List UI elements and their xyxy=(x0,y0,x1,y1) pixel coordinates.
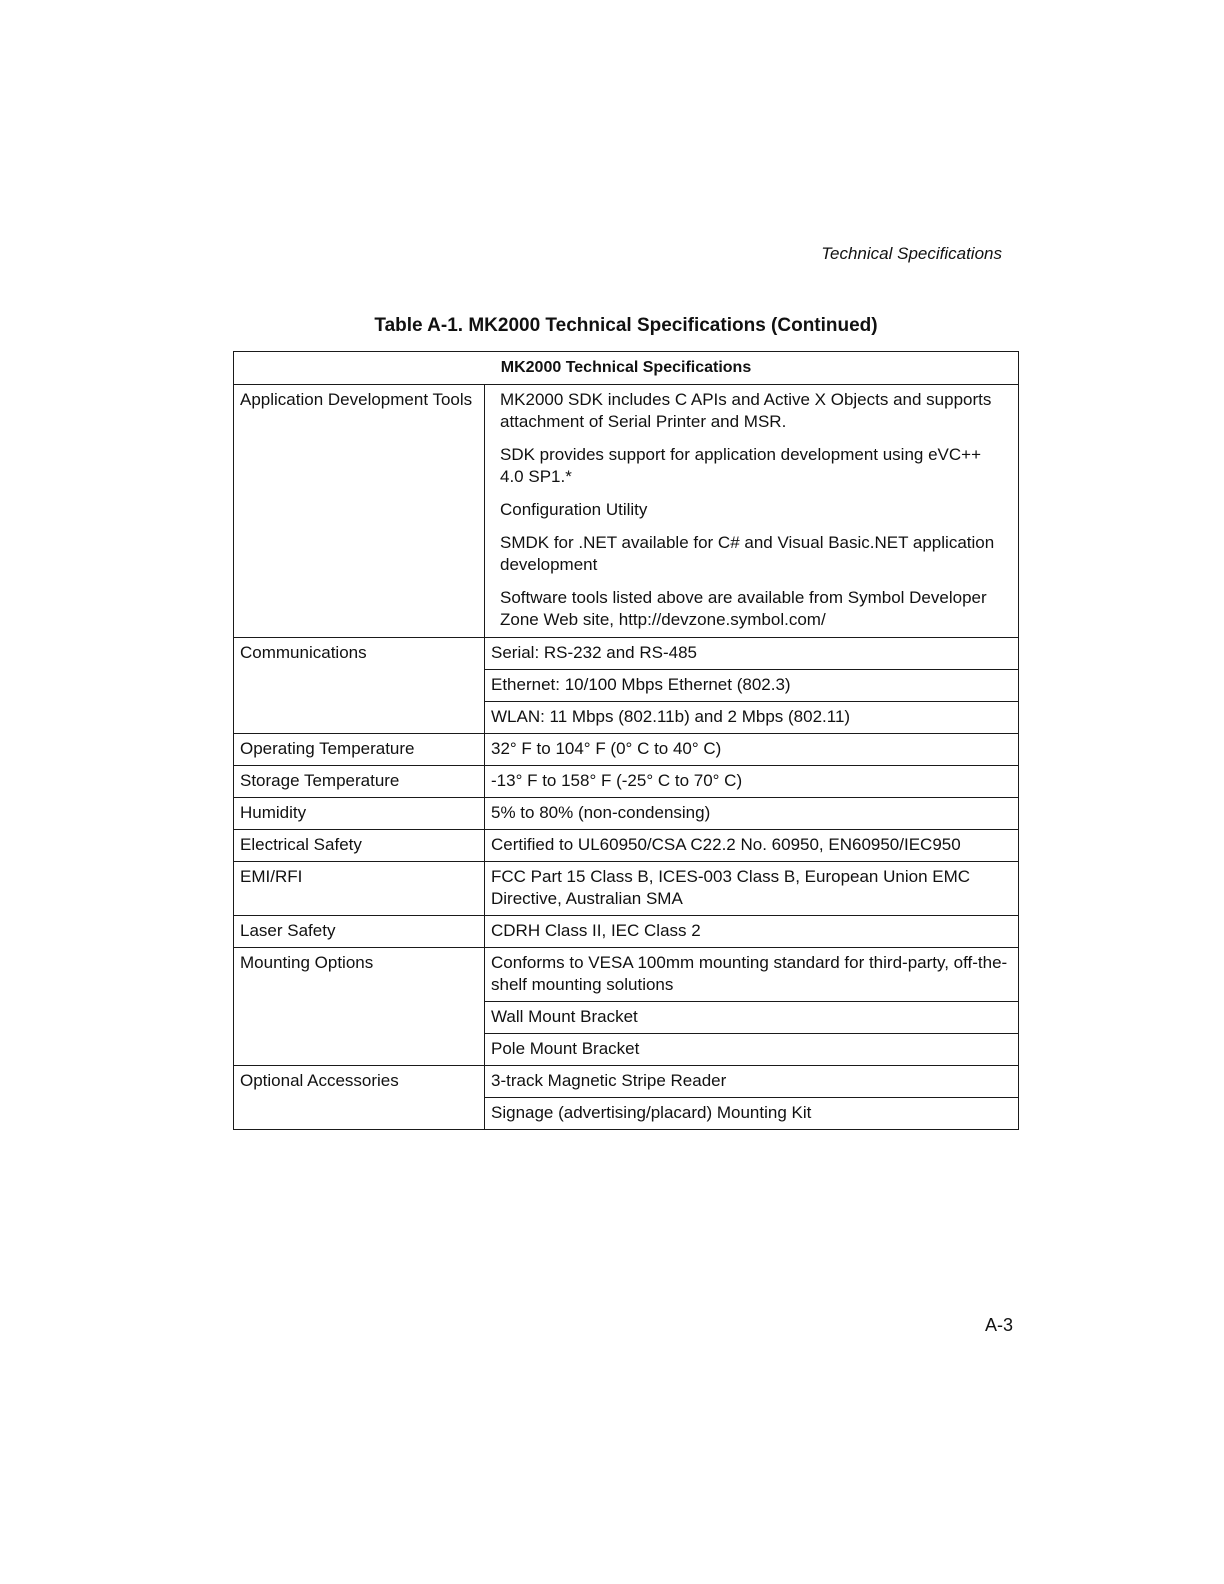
table-caption: Table A-1. MK2000 Technical Specifications (Continued) xyxy=(374,315,878,336)
value-cell: 3-track Magnetic Stripe Reader xyxy=(485,1066,1019,1098)
value-cell: FCC Part 15 Class B, ICES-003 Class B, European Union EMC Directive, Australian SMA xyxy=(485,862,1019,916)
table-row xyxy=(234,830,1019,862)
table-row xyxy=(234,916,1019,948)
value-cell: WLAN: 11 Mbps (802.11b) and 2 Mbps (802.11) xyxy=(485,702,1019,734)
feature-cell: Humidity xyxy=(234,798,485,830)
table-row xyxy=(234,766,1019,798)
value-cell: -13° F to 158° F (-25° C to 70° C) xyxy=(485,766,1019,798)
table-row xyxy=(234,1066,1019,1098)
value-cell: Conforms to VESA 100mm mounting standard for third-party, off-the-shelf mounting solutions xyxy=(485,948,1019,1002)
value-paragraph: SMDK for .NET available for C# and Visual Basic.NET application development xyxy=(500,533,995,574)
feature-cell: Communications xyxy=(234,638,485,734)
feature-cell: EMI/RFI xyxy=(234,862,485,916)
specifications-table xyxy=(233,351,1019,1130)
page-number: A-3 xyxy=(984,1315,1013,1335)
feature-cell: Application Development Tools xyxy=(234,385,485,638)
value-cell: Signage (advertising/placard) Mounting Kit xyxy=(485,1098,1019,1130)
feature-cell: Optional Accessories xyxy=(234,1066,485,1130)
table-row xyxy=(234,734,1019,766)
value-cell: 32° F to 104° F (0° C to 40° C) xyxy=(485,734,1019,766)
running-header: Technical Specifications xyxy=(821,244,1002,263)
table-header: MK2000 Technical Specifications xyxy=(234,352,1019,385)
value-paragraph: SDK provides support for application development using eVC++ 4.0 SP1.* xyxy=(500,445,982,486)
table-row xyxy=(234,948,1019,1002)
feature-cell: Mounting Options xyxy=(234,948,485,1066)
value-cell xyxy=(485,385,1019,638)
value-cell: Serial: RS-232 and RS-485 xyxy=(485,638,1019,670)
table-row xyxy=(234,798,1019,830)
value-paragraph: MK2000 SDK includes C APIs and Active X Objects and supports attachment of Serial Printer and MSR. xyxy=(500,390,992,431)
value-cell: Certified to UL60950/CSA C22.2 No. 60950, EN60950/IEC950 xyxy=(485,830,1019,862)
feature-cell: Electrical Safety xyxy=(234,830,485,862)
value-cell: CDRH Class II, IEC Class 2 xyxy=(485,916,1019,948)
table-row xyxy=(234,385,1019,638)
value-cell: Pole Mount Bracket xyxy=(485,1034,1019,1066)
value-cell: Ethernet: 10/100 Mbps Ethernet (802.3) xyxy=(485,670,1019,702)
feature-cell: Storage Temperature xyxy=(234,766,485,798)
value-cell: Wall Mount Bracket xyxy=(485,1002,1019,1034)
feature-cell: Operating Temperature xyxy=(234,734,485,766)
table-row xyxy=(234,638,1019,670)
table-row xyxy=(234,862,1019,916)
value-paragraph: Software tools listed above are available from Symbol Developer Zone Web site, http://devzone.symbol.com/ xyxy=(500,588,987,629)
value-paragraph: Configuration Utility xyxy=(500,500,648,519)
feature-cell: Laser Safety xyxy=(234,916,485,948)
table-header-row xyxy=(234,352,1019,385)
value-cell: 5% to 80% (non-condensing) xyxy=(485,798,1019,830)
